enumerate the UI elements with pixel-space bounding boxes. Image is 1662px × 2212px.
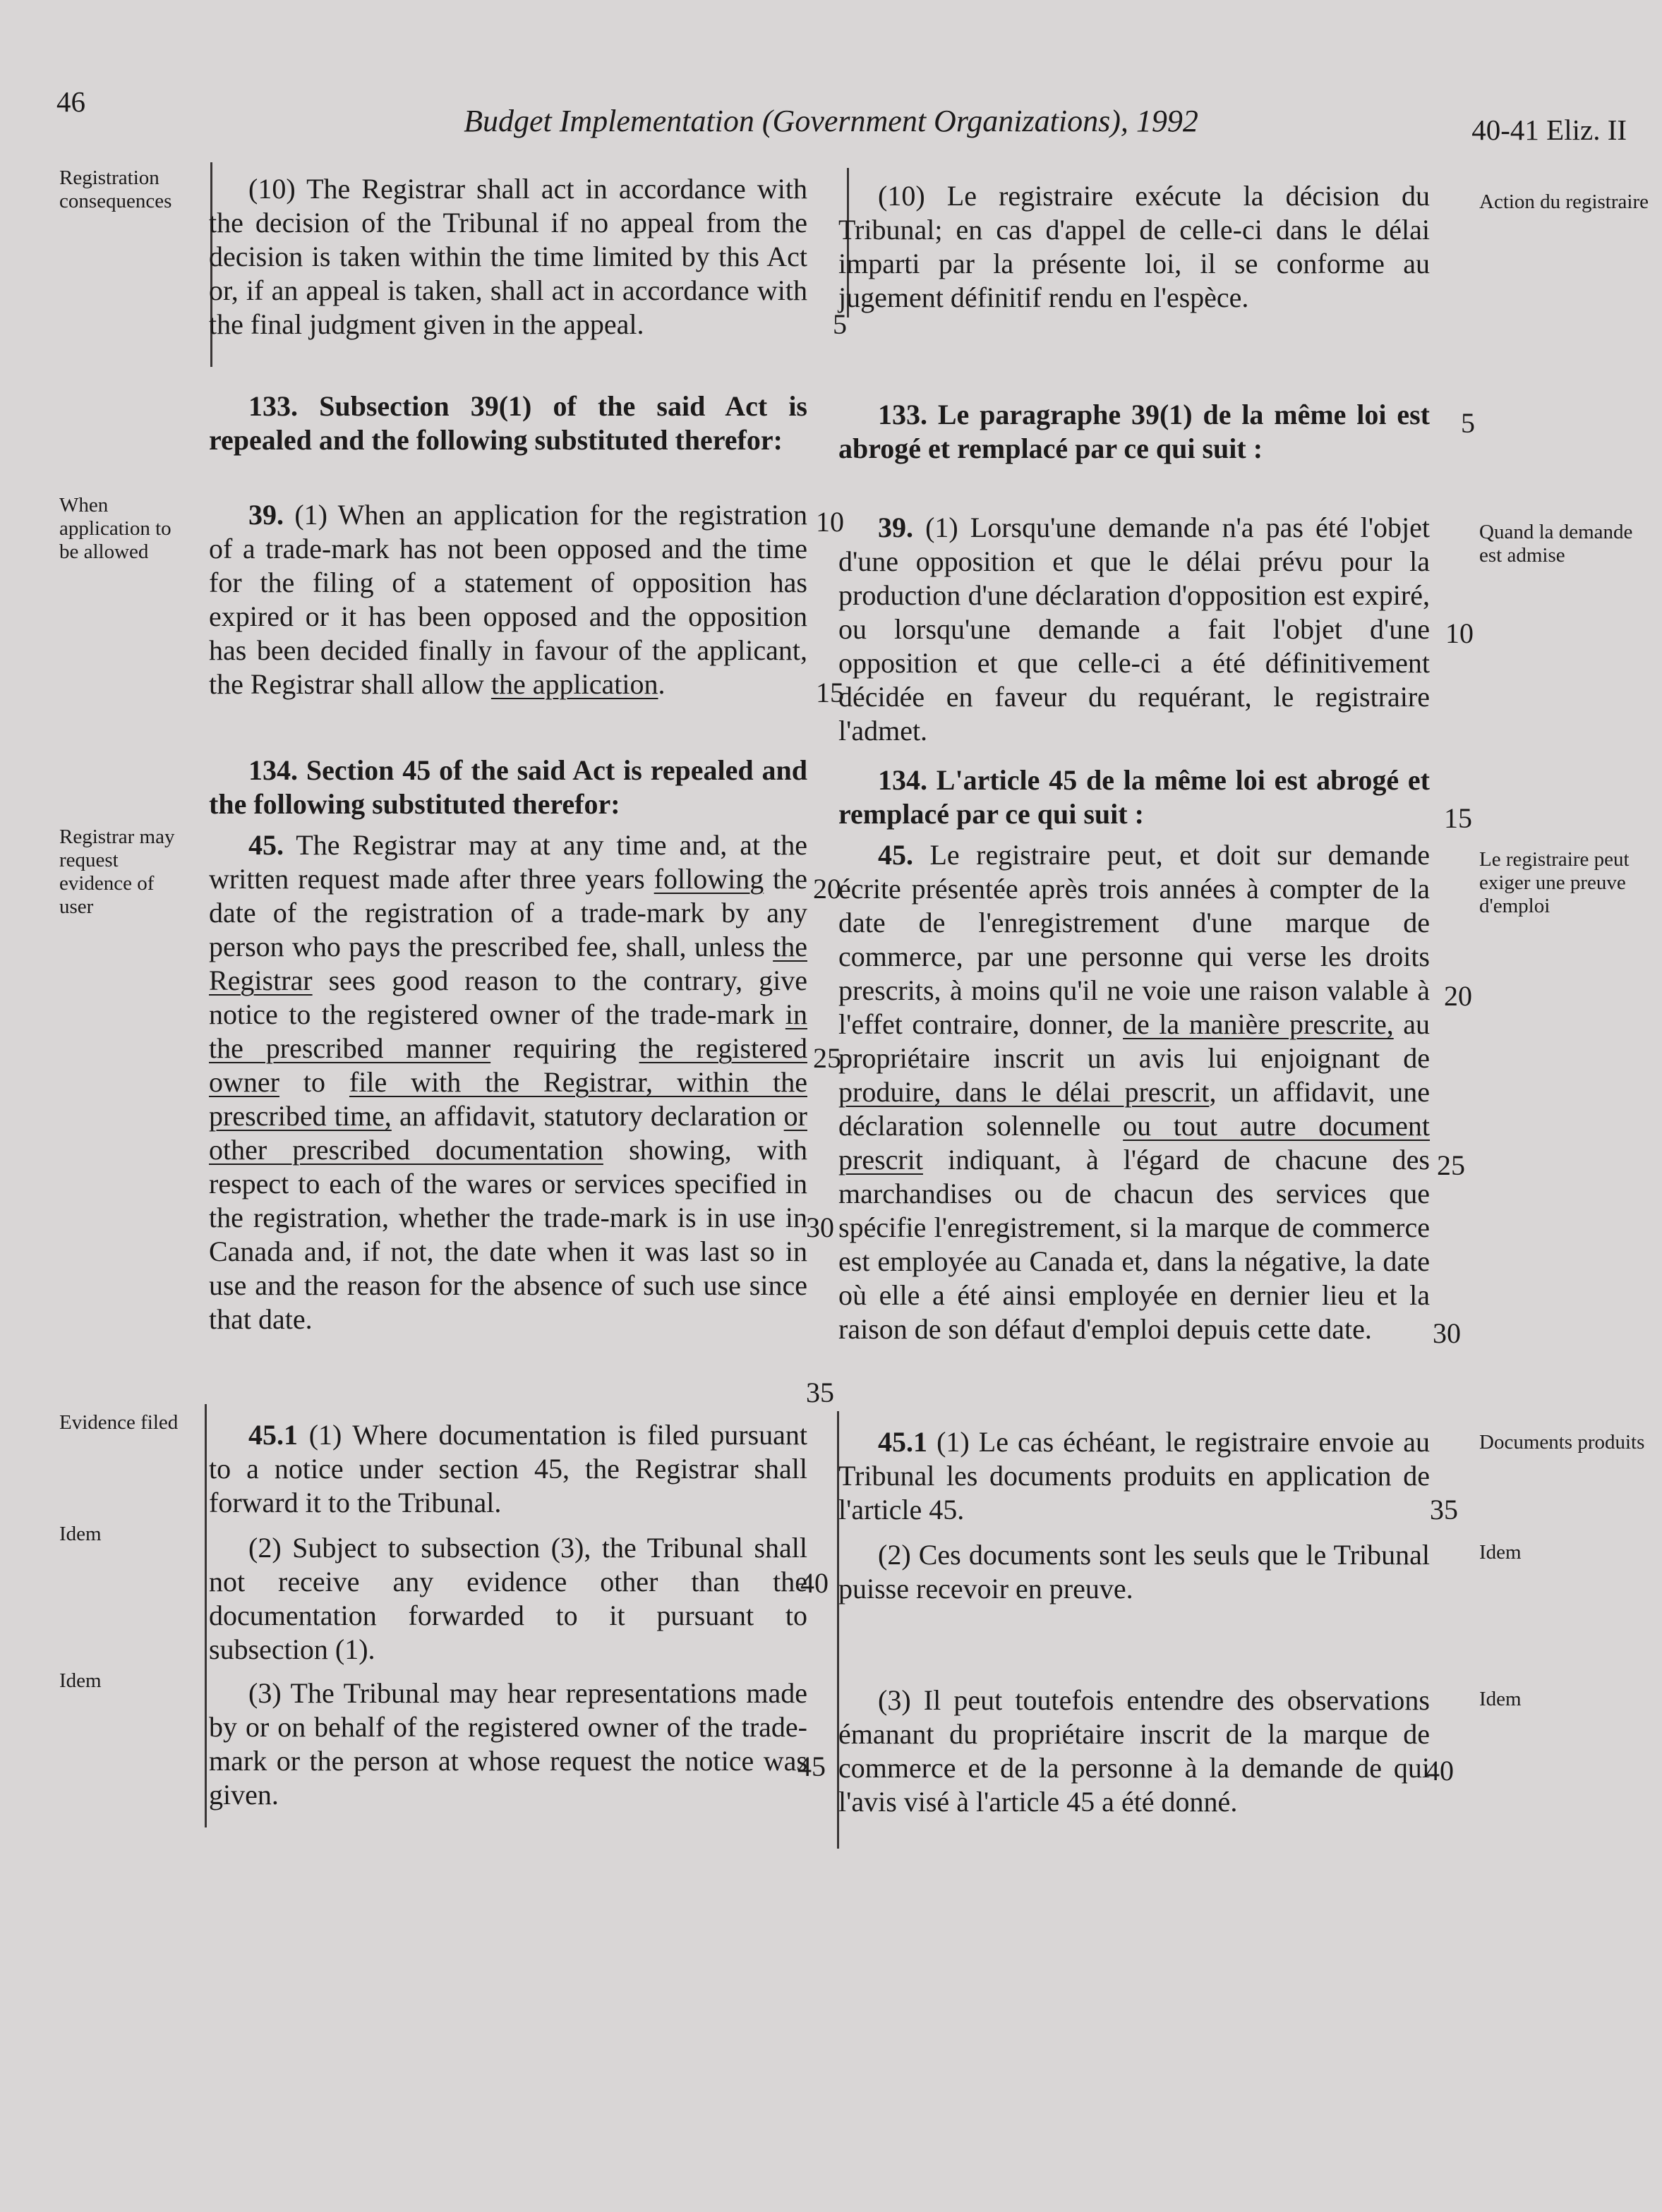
line-number: 25 [1437,1149,1465,1181]
margin-note-evidence-filed: Evidence filed [59,1411,179,1434]
en-section-39: 39. (1) When an application for the registration of a trade-mark has not been opposed and the time for the filing of a statement of opposition has expired or it has been opposed and the opposition has been decided finally in favour of the applicant, the Registrar shall allow the application. [209,499,808,700]
line-number: 10 [816,506,844,538]
line-number: 45 [797,1751,826,1782]
fr-section-45-1-2: (2) Ces documents sont les seuls que le Tribunal puisse recevoir en preuve. [838,1539,1430,1604]
margin-note-idem-2-fr: Idem [1479,1688,1522,1710]
margin-note-action: Action du registraire [1479,191,1649,213]
running-title: Budget Implementation (Government Organizations), 1992 [464,104,1198,138]
line-number: 30 [806,1211,834,1243]
line-number: 5 [1461,407,1475,439]
en-heading-134: 134. Section 45 of the said Act is repealed and the following substituted therefor: [209,754,807,820]
line-number: 25 [813,1042,841,1074]
margin-note-idem-1-fr: Idem [1479,1541,1522,1564]
line-number: 35 [806,1377,834,1408]
fr-section-39: 39. (1) Lorsqu'une demande n'a pas été l'objet d'une opposition et que le délai prévu pour la production d'une déclaration d'opposition est expiré, ou lorsqu'une demande a fait l'objet d'une opposition et que celle-ci a été définitivement décidée en faveur du requérant, le registraire l'admet. [838,512,1431,747]
page-number: 46 [56,85,85,118]
fr-section-45-1: 45.1 (1) Le cas échéant, le registraire envoie au Tribunal les documents produits en application de l'article 45. [838,1426,1430,1525]
margin-note-idem-2: Idem [59,1669,102,1692]
line-number: 10 [1445,617,1474,649]
margin-note-registration-consequences: Registration consequences [59,167,172,212]
en-section-45-1-3: (3) The Tribunal may hear representations made by or on behalf of the registered owner of the trade-mark or the person at whose request the notice was given. [209,1677,807,1811]
fr-section-45-1-3: (3) Il peut toutefois entendre des observations émanant du propriétaire inscrit de la marque de commerce et de la personne à la demande de qui l'avis visé à l'article 45 a été donné. [838,1684,1430,1818]
fr-heading-133: 133. Le paragraphe 39(1) de la même loi est abrogé et remplacé par ce qui suit : [838,399,1430,464]
line-number: 15 [1444,802,1472,834]
line-number: 40 [800,1567,829,1599]
fr-section-45: 45. Le registraire peut, et doit sur demande écrite présentée après trois années à compter de la date de l'enregistrement d'une marque de commerce, par une personne qui verse les droits prescrits, à moins qu'il ne voie une raison valable à l'effet contraire, donner, de la manière prescrite, au propriétaire inscrit un avis lui enjoignant de produire, dans le délai prescrit, un affidavit, une déclaration solennelle ou tout autre document prescrit indiquant, à l'égard de chacune des marchandises ou de chacun des services que spécifie l'enregistrement, si la marque de commerce est employée au Canada et, dans la négative, la date où elle a été ainsi employée en dernier lieu et la raison de son défaut d'emploi depuis cette date. [838,839,1431,1345]
line-number: 30 [1433,1317,1461,1349]
margin-note-quand: Quand la demande est admise [1479,521,1633,567]
fr-subsection-10: (10) Le registraire exécute la décision du Tribunal; en cas d'appel de celle-ci dans le délai imparti par la présente loi, il se conforme au jugement définitif rendu en l'espèce. [838,180,1430,313]
line-number: 20 [813,873,841,905]
fr-heading-134: 134. L'article 45 de la même loi est abrogé et remplacé par ce qui suit : [838,764,1430,830]
en-section-45: 45. The Registrar may at any time and, at the written request made after three years following the date of the registration of a trade-mark by any person who pays the prescribed fee, shall, unless the Registrar sees good reason to the contrary, give notice to the registered owner of the trade-mark in the prescribed manner requiring the registered owner to file with the Registrar, within the prescribed time, an affidavit, statutory declaration or other prescribed documentation showing, with respect to each of the wares or services specified in the registration, whether the trade-mark is in use in Canada and, if not, the date when it was last so in use and the reason for the absence of such use since that date. [209,829,808,1335]
change-bar [205,1404,207,1827]
en-heading-133: 133. Subsection 39(1) of the said Act is repealed and the following substituted therefor: [209,390,807,456]
regnal-year: 40-41 Eliz. II [1471,114,1627,146]
en-section-45-1: 45.1 (1) Where documentation is filed pursuant to a notice under section 45, the Registrar shall forward it to the Tribunal. [209,1419,808,1518]
line-number: 35 [1430,1494,1458,1525]
line-number: 5 [833,308,847,340]
en-subsection-10: (10) The Registrar shall act in accordance with the decision of the Tribunal if no appeal from the decision is taken within the time limited by this Act or, if an appeal is taken, shall act in accordance with the final judgment given in the appeal. [209,173,807,340]
line-number: 40 [1426,1755,1454,1787]
line-number: 15 [816,677,844,708]
margin-note-when-allowed: When application to be allowed [59,494,171,563]
margin-note-documents: Documents produits [1479,1431,1645,1453]
margin-note-le-registraire: Le registraire peut exiger une preuve d'emploi [1479,848,1630,917]
margin-note-registrar-request: Registrar may request evidence of user [59,826,175,918]
en-section-45-1-2: (2) Subject to subsection (3), the Tribunal shall not receive any evidence other than the documentation forwarded to it pursuant to subsection (1). [209,1532,807,1665]
margin-note-idem-1: Idem [59,1523,102,1545]
line-number: 20 [1444,980,1472,1012]
